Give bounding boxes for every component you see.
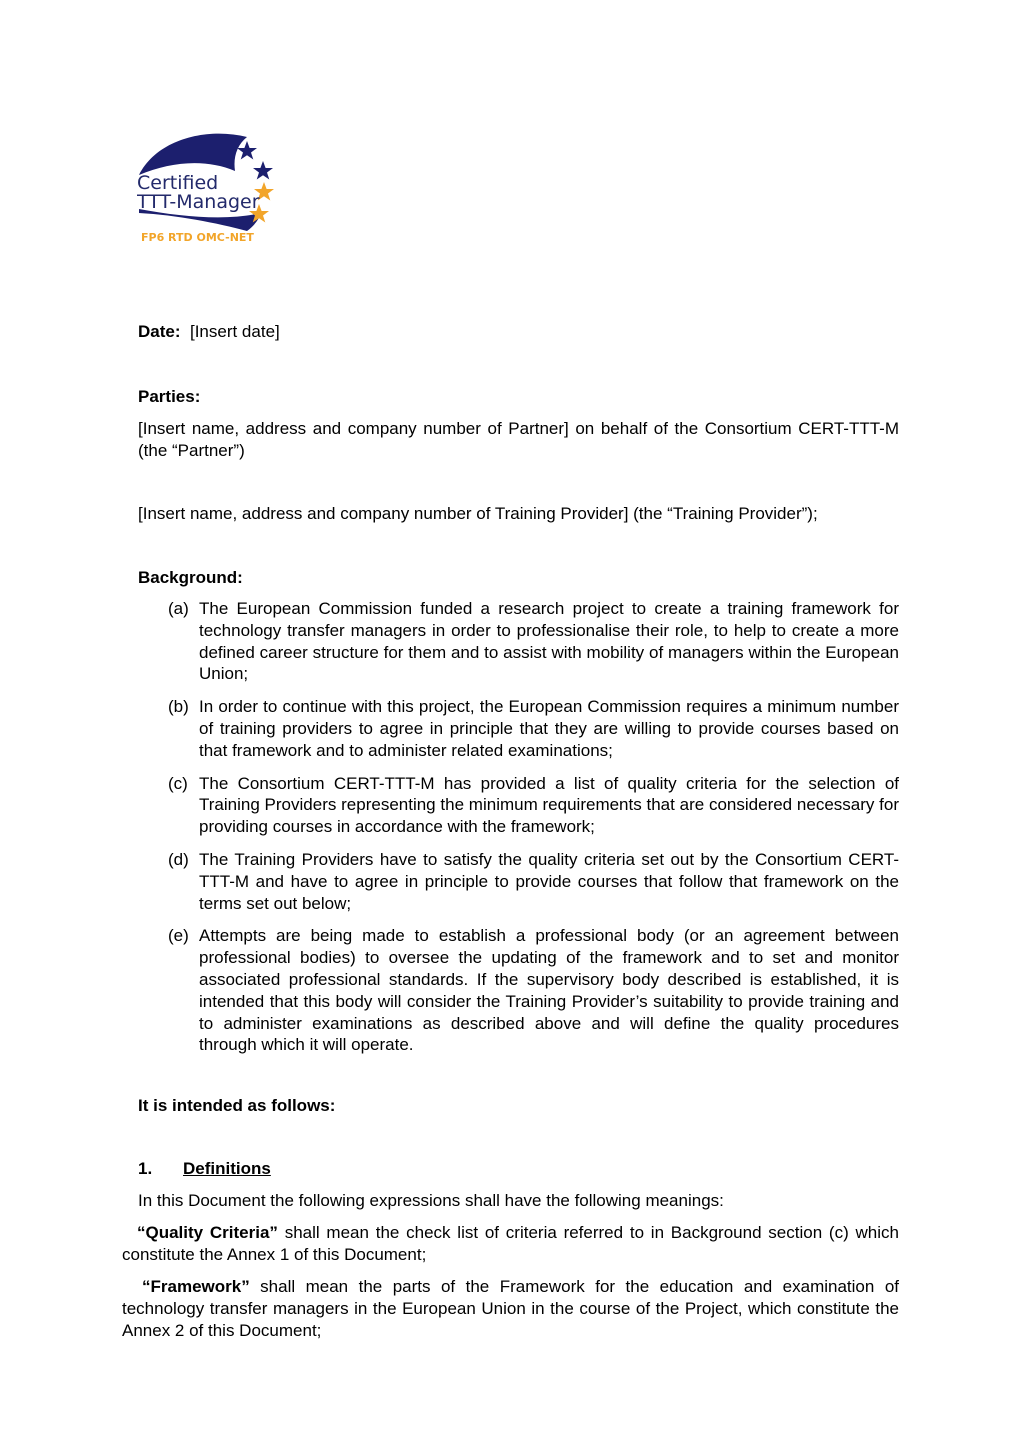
intended-heading: It is intended as follows: bbox=[138, 1096, 336, 1115]
item-label: (a) bbox=[168, 599, 189, 618]
background-list bbox=[168, 598, 899, 1067]
logo-line2: TTT-Manager bbox=[137, 191, 260, 213]
item-label: (c) bbox=[168, 773, 188, 793]
definition-text: shall mean the check list of criteria referred to in Background section (c) which constitute the Annex 1 of this Document; bbox=[122, 1223, 899, 1264]
definition-term: “Framework” bbox=[142, 1277, 250, 1296]
background-item-a bbox=[168, 598, 899, 685]
parties-partner: [Insert name, address and company number of Partner] on behalf of the Consortium CERT-TTT-M (the “Partner”) bbox=[138, 419, 899, 460]
section1-number: 1. bbox=[138, 1159, 153, 1178]
section1-intro: In this Document the following expressions shall have the following meanings: bbox=[138, 1191, 724, 1210]
section1-title: Definitions bbox=[183, 1159, 271, 1178]
item-label: (e) bbox=[168, 926, 189, 946]
background-item-c bbox=[168, 773, 899, 838]
parties-provider: [Insert name, address and company number of Training Provider] (the “Training Provider”); bbox=[138, 504, 818, 523]
background-item-d bbox=[168, 849, 899, 914]
definition-quality-criteria bbox=[122, 1222, 899, 1266]
parties-heading: Parties: bbox=[138, 387, 201, 406]
logo-line1: Certified bbox=[137, 172, 219, 194]
item-text: The Training Providers have to satisfy the quality criteria set out by the Consortium CERT-TTT-M and have to agree in principle to provide courses that follow that framework on the terms set out below; bbox=[199, 849, 899, 913]
logo-graphic bbox=[137, 131, 275, 247]
section1-heading bbox=[138, 1158, 271, 1180]
item-text: The European Commission funded a research project to create a training framework for technology transfer managers in order to professionalise their role, to help to create a more defined career structure for them and to assist with mobility of managers within the European Union; bbox=[199, 599, 899, 684]
item-text: Attempts are being made to establish a professional body (or an agreement between professional bodies) to oversee the updating of the framework and to set and monitor associated professional standards. If the supervisory body described is established, it is intended that this body will consider the Training Provider’s suitability to provide training and to administer examinations as described above and will define the quality procedures through which it will operate. bbox=[199, 926, 899, 1055]
background-heading: Background: bbox=[138, 568, 243, 587]
definition-term: “Quality Criteria” bbox=[137, 1223, 278, 1242]
item-text: In order to continue with this project, the European Commission requires a minimum number of training providers to agree in principle that they are willing to provide courses based on that framework and to administer related examinations; bbox=[199, 697, 899, 760]
certified-ttt-manager-logo bbox=[137, 131, 275, 247]
item-label: (d) bbox=[168, 849, 189, 869]
background-item-e bbox=[168, 925, 899, 1056]
date-label: Date: bbox=[138, 322, 181, 341]
date-value: [Insert date] bbox=[189, 322, 280, 341]
background-item-b bbox=[168, 696, 899, 761]
item-label: (b) bbox=[168, 697, 189, 717]
item-text: The Consortium CERT-TTT-M has provided a list of quality criteria for the selection of Training Providers representing the minimum requirements that are considered necessary for providing courses in accordance with the framework; bbox=[199, 773, 899, 837]
definition-text: shall mean the parts of the Framework for the education and examination of technology transfer managers in the European Union in the course of the Project, which constitute the Annex 2 of this Document; bbox=[122, 1277, 899, 1340]
date-line bbox=[138, 321, 280, 343]
logo-line3: FP6 RTD OMC-NET bbox=[141, 231, 254, 244]
definition-framework bbox=[122, 1276, 899, 1341]
